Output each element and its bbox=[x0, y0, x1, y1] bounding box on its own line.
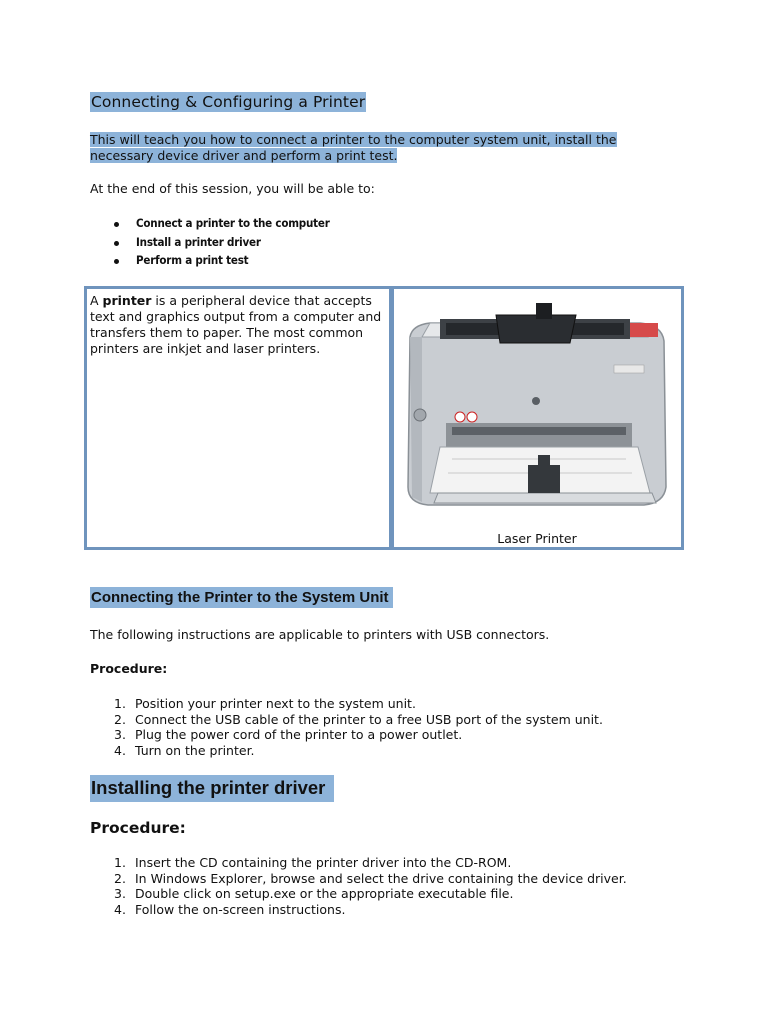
step-text: Turn on the printer. bbox=[135, 742, 255, 758]
printer-definition bbox=[90, 293, 386, 357]
procedure-label: Procedure: bbox=[90, 661, 168, 676]
list-item: 4. Turn on the printer. bbox=[114, 742, 255, 758]
list-item: 2. Connect the USB cable of the printer to a free USB port of the system unit. bbox=[114, 711, 603, 727]
goal-item: Perform a print test bbox=[90, 253, 330, 272]
image-caption: Laser Printer bbox=[497, 531, 577, 546]
definition-term: printer bbox=[102, 293, 152, 308]
session-goals-lead: At the end of this session, you will be able to: bbox=[90, 181, 375, 196]
section-heading-driver: Installing the printer driver bbox=[90, 775, 334, 802]
usb-note: The following instructions are applicable to printers with USB connectors. bbox=[90, 627, 550, 642]
intro-line-1: This will teach you how to connect a printer to the computer system unit, install the bbox=[90, 132, 617, 147]
list-item: 2. In Windows Explorer, browse and select the drive containing the device driver. bbox=[114, 870, 627, 886]
list-item: 3. Plug the power cord of the printer to a power outlet. bbox=[114, 727, 463, 743]
goals-list bbox=[90, 216, 330, 272]
step-text: In Windows Explorer, browse and select the drive containing the device driver. bbox=[135, 870, 627, 886]
list-item: 4. Follow the on-screen instructions. bbox=[114, 901, 346, 917]
step-text: Position your printer next to the system unit. bbox=[135, 696, 416, 711]
definition-rest: is a peripheral device that accepts text and graphics output from a computer and transfers them to paper. The most common printers are inkjet and laser printers. bbox=[90, 293, 382, 356]
table-divider bbox=[389, 289, 394, 547]
connect-steps-list bbox=[90, 696, 603, 758]
section-heading-connect: Connecting the Printer to the System Unit bbox=[90, 587, 393, 608]
step-text: Insert the CD containing the printer driver into the CD-ROM. bbox=[135, 855, 512, 870]
procedure-label: Procedure: bbox=[90, 819, 186, 837]
laser-printer-image bbox=[400, 297, 672, 517]
step-text: Connect the USB cable of the printer to a free USB port of the system unit. bbox=[135, 711, 603, 727]
goal-item: Install a printer driver bbox=[90, 235, 330, 254]
step-text: Double click on setup.exe or the appropriate executable file. bbox=[135, 886, 514, 902]
list-item: 1. Insert the CD containing the printer driver into the CD-ROM. bbox=[114, 855, 512, 870]
goal-item: Connect a printer to the computer bbox=[90, 216, 330, 235]
page-title: Connecting & Configuring a Printer bbox=[91, 93, 366, 111]
driver-steps-list bbox=[90, 855, 627, 917]
printer-info-table bbox=[84, 286, 684, 550]
list-item: 3. Double click on setup.exe or the appropriate executable file. bbox=[114, 886, 514, 902]
step-text: Plug the power cord of the printer to a power outlet. bbox=[135, 727, 463, 743]
step-text: Follow the on-screen instructions. bbox=[135, 901, 346, 917]
intro-line-2: necessary device driver and perform a print test. bbox=[90, 148, 398, 163]
list-item: 1. Position your printer next to the system unit. bbox=[114, 696, 416, 711]
definition-prefix: A bbox=[90, 293, 103, 308]
intro-paragraph bbox=[90, 132, 650, 164]
